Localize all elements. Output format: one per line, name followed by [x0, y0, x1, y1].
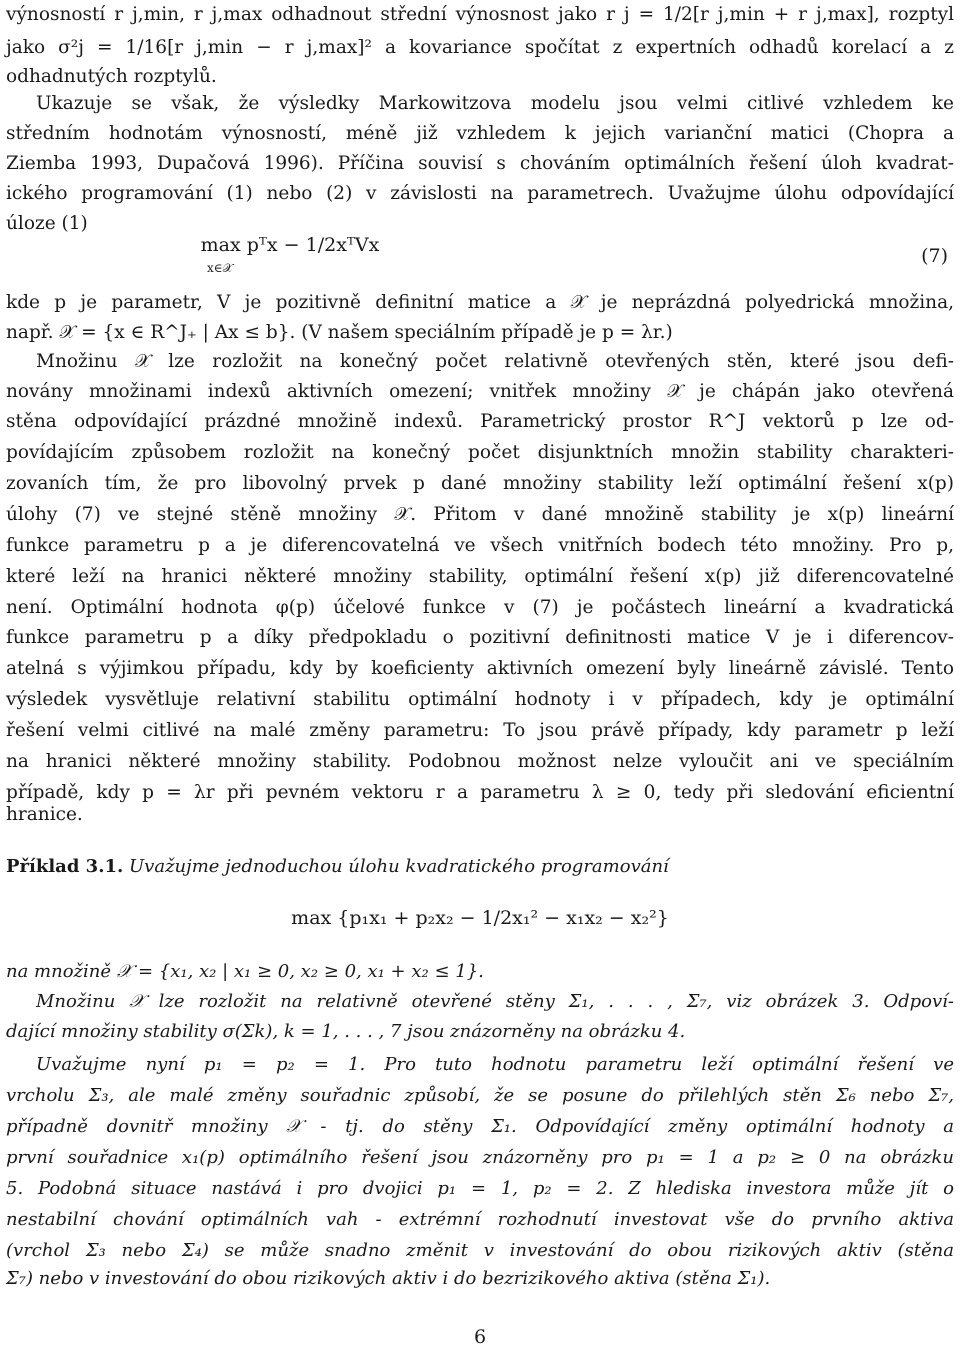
page-number: 6 — [473, 1326, 487, 1348]
text-line: úlohy (7) ve stejné stěně množiny 𝒳. Přitom v dané množině stability je x(p) lineární — [6, 504, 954, 525]
text-line: Uvažujme nyní p₁ = p₂ = 1. Pro tuto hodnotu parametru leží optimální řešení ve — [36, 1054, 954, 1075]
text-line: Ukazuje se však, že výsledky Markowitzova modelu jsou velmi citlivé vzhledem ke — [36, 93, 954, 114]
text-line: výnosností r j,min, r j,max odhadnout střední výnosnost jako r j = 1/2[r j,min + r j,max], rozptyl — [6, 4, 954, 25]
text-line: (vrchol Σ₃ nebo Σ₄) se může snadno změnit v investování do obou rizikových aktiv (stěna — [6, 1240, 954, 1261]
example-heading: Příklad 3.1. — [6, 856, 124, 877]
text-line: odhadnutých rozptylů. — [6, 66, 217, 87]
text-line: případně dovnitř množiny 𝒳 - tj. do stěny Σ₁. Odpovídající změny optimální hodnoty a — [6, 1116, 954, 1137]
text-line: na množině 𝒳 = {x₁, x₂ | x₁ ≥ 0, x₂ ≥ 0, x₁ + x₂ ≤ 1}. — [6, 961, 484, 982]
text-line: úloze (1) — [6, 213, 88, 234]
text-line: jako σ²j = 1/16[r j,min − r j,max]² a kovariance spočítat z expertních odhadů korelací a z — [6, 37, 954, 58]
text-line: které leží na hranici některé množiny stability, optimální řešení x(p) již diferencovatelné — [6, 566, 954, 587]
text-line: na hranici některé množiny stability. Podobnou možnost nelze vyloučit ani ve speciálním — [6, 751, 954, 772]
text-line: řešení velmi citlivé na malé změny parametru: To jsou právě případy, kdy parametr p leží — [6, 720, 954, 741]
text-line: Σ₇) nebo v investování do obou rizikových aktiv i do bezrizikového aktiva (stěna Σ₁). — [6, 1268, 771, 1289]
text-line: hranice. — [6, 804, 83, 825]
text-line: středním hodnotám výnosností, méně již vzhledem k jejich varianční matici (Chopra a — [6, 123, 954, 144]
example-equation: max {p₁x₁ + p₂x₂ − 1/2x₁² − x₁x₂ − x₂²} — [291, 907, 669, 929]
text-line: není. Optimální hodnota φ(p) účelové funkce v (7) je počástech lineární a kvadratická — [6, 597, 954, 618]
text-line: Množinu 𝒳 lze rozložit na konečný počet relativně otevřených stěn, které jsou defi- — [36, 351, 954, 372]
text-line: novány množinami indexů aktivních omezení; vnitřek množiny 𝒳 je chápán jako otevřená — [6, 381, 954, 402]
text-line: nestabilní chování optimálních vah - extrémní rozhodnutí investovat vše do prvního aktiva — [6, 1209, 954, 1230]
example-heading-line — [6, 852, 954, 882]
equation-number: (7) — [921, 245, 948, 267]
equation-7 — [6, 236, 954, 276]
text-line: výsledek vysvětluje relativní stabilitu optimální hodnoty i v případech, kdy je optimální — [6, 689, 954, 710]
text-line: funkce parametru p a je diferencovatelná ve všech vnitřních bodech této množiny. Pro p, — [6, 535, 954, 556]
text-line: funkce parametru p a díky předpokladu o pozitivní definitnosti matice V je i diferencov- — [6, 627, 954, 648]
text-line: 5. Podobná situace nastává i pro dvojici p₁ = 1, p₂ = 2. Z hlediska investora může jít o — [6, 1178, 954, 1199]
text-line: kde p je parametr, V je pozitivně definitní matice a 𝒳 je neprázdná polyedrická množina, — [6, 292, 954, 313]
text-line: zovaních tím, že pro libovolný prvek p dané množiny stability leží optimální řešení x(p) — [6, 473, 954, 494]
text-line: stěna odpovídající prázdné množině indexů. Parametrický prostor R^J vektorů p lze od- — [6, 411, 954, 432]
text-line: např. 𝒳 = {x ∈ R^J₊ | Ax ≤ b}. (V našem speciálním případě je p = λr.) — [6, 322, 673, 343]
text-line: vrcholu Σ₃, ale malé změny souřadnic způsobí, že se posune do přilehlých stěn Σ₆ nebo Σ₇, — [6, 1085, 954, 1106]
text-line: případě, kdy p = λr při pevném vektoru r a parametru λ ≥ 0, tedy při sledování eficientní — [6, 782, 954, 803]
example-intro: Uvažujme jednoduchou úlohu kvadratického programování — [129, 856, 669, 877]
text-line: první souřadnice x₁(p) optimálního řešení jsou znázorněny pro p₁ = 1 a p₂ ≥ 0 na obrázku — [6, 1147, 954, 1168]
text-line: dající množiny stability σ(Σk), k = 1, . . . , 7 jsou znázorněny na obrázku 4. — [6, 1021, 686, 1042]
equation-7-subscript: x∈𝒳 — [207, 261, 233, 275]
text-line: ického programování (1) nebo (2) v závislosti na parametrech. Uvažujme úlohu odpovídající — [6, 183, 954, 204]
text-line: atelná s výjimkou případu, kdy by koeficienty aktivních omezení byly lineárně závislé. Tento — [6, 658, 954, 679]
text-line: Ziemba 1993, Dupačová 1996). Příčina souvisí s chováním optimálních řešení úloh kvadrat- — [6, 153, 954, 174]
text-line: Množinu 𝒳 lze rozložit na relativně otevřené stěny Σ₁, . . . , Σ₇, viz obrázek 3. Odpoví- — [36, 991, 954, 1012]
text-line: povídajícím způsobem rozložit na konečný počet disjunktních množin stability charakteri- — [6, 442, 954, 463]
equation-7-body: max pᵀx − 1/2xᵀVx — [200, 234, 380, 256]
